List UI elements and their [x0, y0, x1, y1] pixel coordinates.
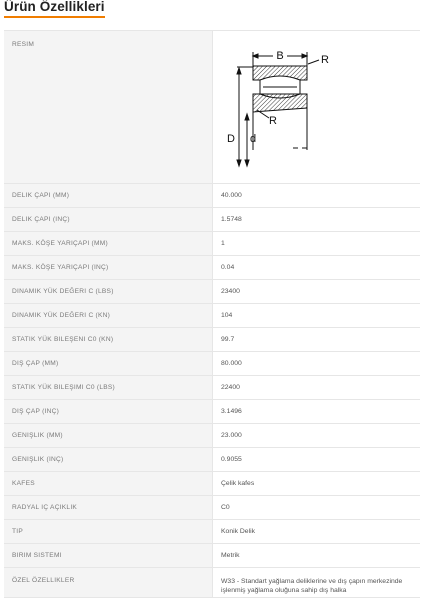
table-row [4, 376, 420, 400]
spec-label: KAFES [4, 472, 213, 496]
spec-label: RADYAL IÇ AÇIKLIK [4, 496, 213, 520]
table-row [4, 232, 420, 256]
dimension-D-label: D [227, 133, 235, 145]
spec-value: 0.04 [213, 256, 421, 280]
spec-label: DINAMIK YÜK DEĞERI C (KN) [4, 304, 213, 328]
table-row [4, 304, 420, 328]
table-row [4, 520, 420, 544]
spec-label: TIP [4, 520, 213, 544]
spec-label: BIRIM SISTEMI [4, 544, 213, 568]
table-row [4, 424, 420, 448]
spec-label: ÖZEL ÖZELLIKLER [4, 568, 213, 598]
table-row [4, 352, 420, 376]
spec-value: 23400 [213, 280, 421, 304]
spec-value: 1 [213, 232, 421, 256]
spec-label: GENIŞLIK (INÇ) [4, 448, 213, 472]
spec-table [4, 30, 420, 598]
spec-label: DINAMIK YÜK DEĞERI C (LBS) [4, 280, 213, 304]
spec-value: 23.000 [213, 424, 421, 448]
table-row [4, 568, 420, 598]
spec-value: 40.000 [213, 184, 421, 208]
spec-value: 80.000 [213, 352, 421, 376]
table-row [4, 496, 420, 520]
spec-label: GENIŞLIK (MM) [4, 424, 213, 448]
table-row [4, 208, 420, 232]
spec-value: 1.5748 [213, 208, 421, 232]
spec-value: 99.7 [213, 328, 421, 352]
spec-value: Çelik kafes [213, 472, 421, 496]
table-row [4, 544, 420, 568]
table-row [4, 328, 420, 352]
spec-label: MAKS. KÖŞE YARIÇAPI (MM) [4, 232, 213, 256]
spec-label: MAKS. KÖŞE YARIÇAPI (INÇ) [4, 256, 213, 280]
table-row [4, 448, 420, 472]
spec-value: Metrik [213, 544, 421, 568]
table-row [4, 184, 420, 208]
spec-label: STATIK YÜK BILEŞIMI C0 (LBS) [4, 376, 213, 400]
spec-value: 3.1496 [213, 400, 421, 424]
table-row [4, 280, 420, 304]
page-title: Ürün Özellikleri [4, 0, 105, 18]
table-row [4, 400, 420, 424]
dimension-R-top-label: R [321, 54, 329, 66]
spec-label: DELIK ÇAPI (INÇ) [4, 208, 213, 232]
bearing-diagram-cell [213, 31, 421, 184]
spec-label: DIŞ ÇAP (INÇ) [4, 400, 213, 424]
spec-label: DELIK ÇAPI (MM) [4, 184, 213, 208]
spec-value: W33 - Standart yağlama deliklerine ve dış çapın merkezinde işlenmiş yağlama oluğuna sahip dış halka [213, 568, 421, 598]
dimension-B-label: B [276, 50, 284, 62]
spec-label: DIŞ ÇAP (MM) [4, 352, 213, 376]
spec-value: C0 [213, 496, 421, 520]
spec-label: STATIK YÜK BILEŞENI C0 (KN) [4, 328, 213, 352]
dimension-R-inner-label: R [269, 115, 277, 127]
table-row [4, 256, 420, 280]
table-row [4, 31, 420, 184]
table-row [4, 472, 420, 496]
spec-value: 0.9055 [213, 448, 421, 472]
spec-label: RESIM [4, 31, 213, 184]
bearing-diagram [223, 46, 343, 174]
spec-value: 104 [213, 304, 421, 328]
dimension-d-label: d [250, 133, 257, 145]
spec-value: Konik Delik [213, 520, 421, 544]
spec-value: 22400 [213, 376, 421, 400]
